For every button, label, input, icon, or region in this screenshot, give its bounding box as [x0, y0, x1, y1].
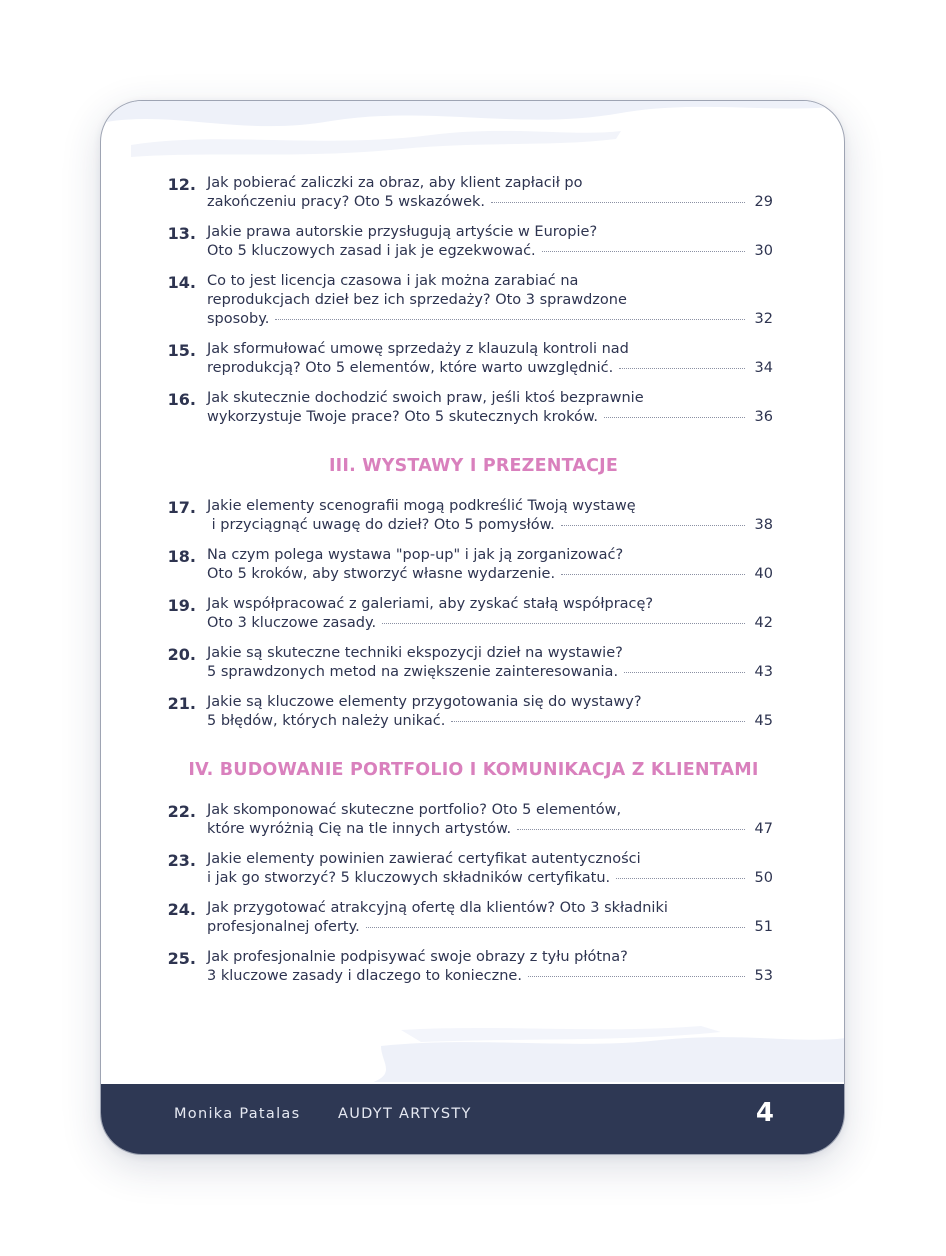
entry-title-line: Jakie są skuteczne techniki ekspozycji dzieł na wystawie? [207, 645, 623, 661]
entry-page-number: 34 [754, 360, 773, 376]
entry-page-number: 38 [754, 517, 773, 533]
toc-entry[interactable] [146, 497, 773, 535]
entry-number: 12. [167, 175, 196, 194]
toc-entry[interactable] [146, 595, 773, 633]
entry-title-line: Jak skutecznie dochodzić swoich praw, jeśli ktoś bezprawnie [207, 390, 644, 406]
dot-leader [451, 721, 745, 722]
toc-entry[interactable] [146, 899, 773, 937]
dot-leader [517, 829, 745, 830]
entry-title-line: Jak profesjonalnie podpisywać swoje obrazy z tyłu płótna? [207, 949, 628, 965]
dot-leader [561, 574, 745, 575]
toc-entry[interactable] [146, 801, 773, 839]
entry-number: 13. [167, 224, 196, 243]
entry-page-number: 42 [754, 615, 773, 631]
entry-title-line: Jak skomponować skuteczne portfolio? Oto 5 elementów, [207, 802, 622, 818]
entry-number: 17. [167, 498, 196, 517]
entry-number: 15. [167, 341, 196, 360]
dot-leader [491, 202, 745, 203]
dot-leader [561, 525, 745, 526]
entry-title-line: Oto 5 kluczowych zasad i jak je egzekwować. [207, 243, 536, 259]
toc-entry[interactable] [146, 644, 773, 682]
entry-title-line: reprodukcjach dzieł bez ich sprzedaży? Oto 3 sprawdzone [207, 292, 627, 308]
entry-title-line: i przyciągnąć uwagę do dzieł? Oto 5 pomysłów. [207, 517, 555, 533]
document-page [100, 100, 845, 1155]
entry-page-number: 53 [754, 968, 773, 984]
entry-title-line: zakończeniu pracy? Oto 5 wskazówek. [207, 194, 485, 210]
entry-title-line: Jakie są kluczowe elementy przygotowania się do wystawy? [207, 694, 642, 710]
entry-page-number: 51 [754, 919, 773, 935]
entry-number: 24. [167, 900, 196, 919]
entry-title-line: Jak przygotować atrakcyjną ofertę dla klientów? Oto 3 składniki [207, 900, 668, 916]
entry-page-number: 36 [754, 409, 773, 425]
entry-number: 25. [167, 949, 196, 968]
toc-entry[interactable] [146, 340, 773, 378]
entry-title-line: Oto 5 kroków, aby stworzyć własne wydarzenie. [207, 566, 556, 582]
entry-title-line: i jak go stworzyć? 5 kluczowych składników certyfikatu. [207, 870, 611, 886]
footer-author: Monika Patalas [174, 1106, 301, 1122]
entry-number: 23. [167, 851, 196, 870]
entry-title-line: sposoby. [207, 311, 270, 327]
toc-entry[interactable] [146, 389, 773, 427]
entry-page-number: 40 [754, 566, 773, 582]
toc-entry[interactable] [146, 223, 773, 261]
entry-number: 18. [167, 547, 196, 566]
entry-title-line: wykorzystuje Twoje prace? Oto 5 skutecznych kroków. [207, 409, 598, 425]
entry-title-line: Co to jest licencja czasowa i jak można zarabiać na [207, 273, 579, 289]
toc-entry[interactable] [146, 546, 773, 584]
dot-leader [382, 623, 745, 624]
entry-title-line: Jak współpracować z galeriami, aby zyskać stałą współpracę? [207, 596, 654, 612]
entry-title-line: Jakie elementy scenografii mogą podkreślić Twoją wystawę [207, 498, 636, 514]
entry-page-number: 29 [754, 194, 773, 210]
section-heading: IV. BUDOWANIE PORTFOLIO I KOMUNIKACJA Z KLIENTAMI [188, 760, 759, 780]
entry-title-line: które wyróżnią Cię na tle innych artystów. [207, 821, 512, 837]
entry-number: 20. [167, 645, 196, 664]
entry-page-number: 32 [754, 311, 773, 327]
entry-title-line: Jak sformułować umowę sprzedaży z klauzulą kontroli nad [207, 341, 629, 357]
dot-leader [624, 672, 745, 673]
toc-entry[interactable] [146, 693, 773, 731]
dot-leader [604, 417, 745, 418]
entry-number: 21. [167, 694, 196, 713]
dot-leader [528, 976, 745, 977]
entry-page-number: 47 [754, 821, 773, 837]
entry-title-line: 5 błędów, których należy unikać. [207, 713, 446, 729]
dot-leader [366, 927, 745, 928]
footer-bar [101, 1082, 845, 1154]
entry-page-number: 45 [754, 713, 773, 729]
footer-page-number: 4 [755, 1098, 774, 1128]
entry-title-line: Jakie elementy powinien zawierać certyfikat autentyczności [207, 851, 641, 867]
entry-title-line: Jak pobierać zaliczki za obraz, aby klient zapłacił po [207, 175, 583, 191]
entry-number: 19. [167, 596, 196, 615]
entry-number: 22. [167, 802, 196, 821]
brush-decoration-bottom [101, 1016, 845, 1086]
dot-leader [616, 878, 745, 879]
entry-page-number: 43 [754, 664, 773, 680]
footer-book-title: AUDYT ARTYSTY [338, 1106, 472, 1122]
dot-leader [275, 319, 745, 320]
entry-page-number: 50 [754, 870, 773, 886]
toc-entry[interactable] [146, 850, 773, 888]
toc-entry[interactable] [146, 948, 773, 986]
entry-title-line: Oto 3 kluczowe zasady. [207, 615, 377, 631]
entry-number: 16. [167, 390, 196, 409]
toc-entry[interactable] [146, 272, 773, 329]
dot-leader [619, 368, 745, 369]
entry-title-line: 5 sprawdzonych metod na zwiększenie zainteresowania. [207, 664, 619, 680]
entry-number: 14. [167, 273, 196, 292]
entry-title-line: reprodukcją? Oto 5 elementów, które warto uwzględnić. [207, 360, 614, 376]
toc-entry[interactable] [146, 174, 773, 212]
entry-title-line: Na czym polega wystawa "pop-up" i jak ją zorganizować? [207, 547, 624, 563]
entry-title-line: profesjonalnej oferty. [207, 919, 360, 935]
dot-leader [542, 251, 745, 252]
section-heading: III. WYSTAWY I PREZENTACJE [328, 456, 619, 476]
entry-page-number: 30 [754, 243, 773, 259]
entry-title-line: 3 kluczowe zasady i dlaczego to konieczne. [207, 968, 522, 984]
entry-title-line: Jakie prawa autorskie przysługują artyście w Europie? [207, 224, 598, 240]
brush-decoration-top [101, 101, 845, 171]
